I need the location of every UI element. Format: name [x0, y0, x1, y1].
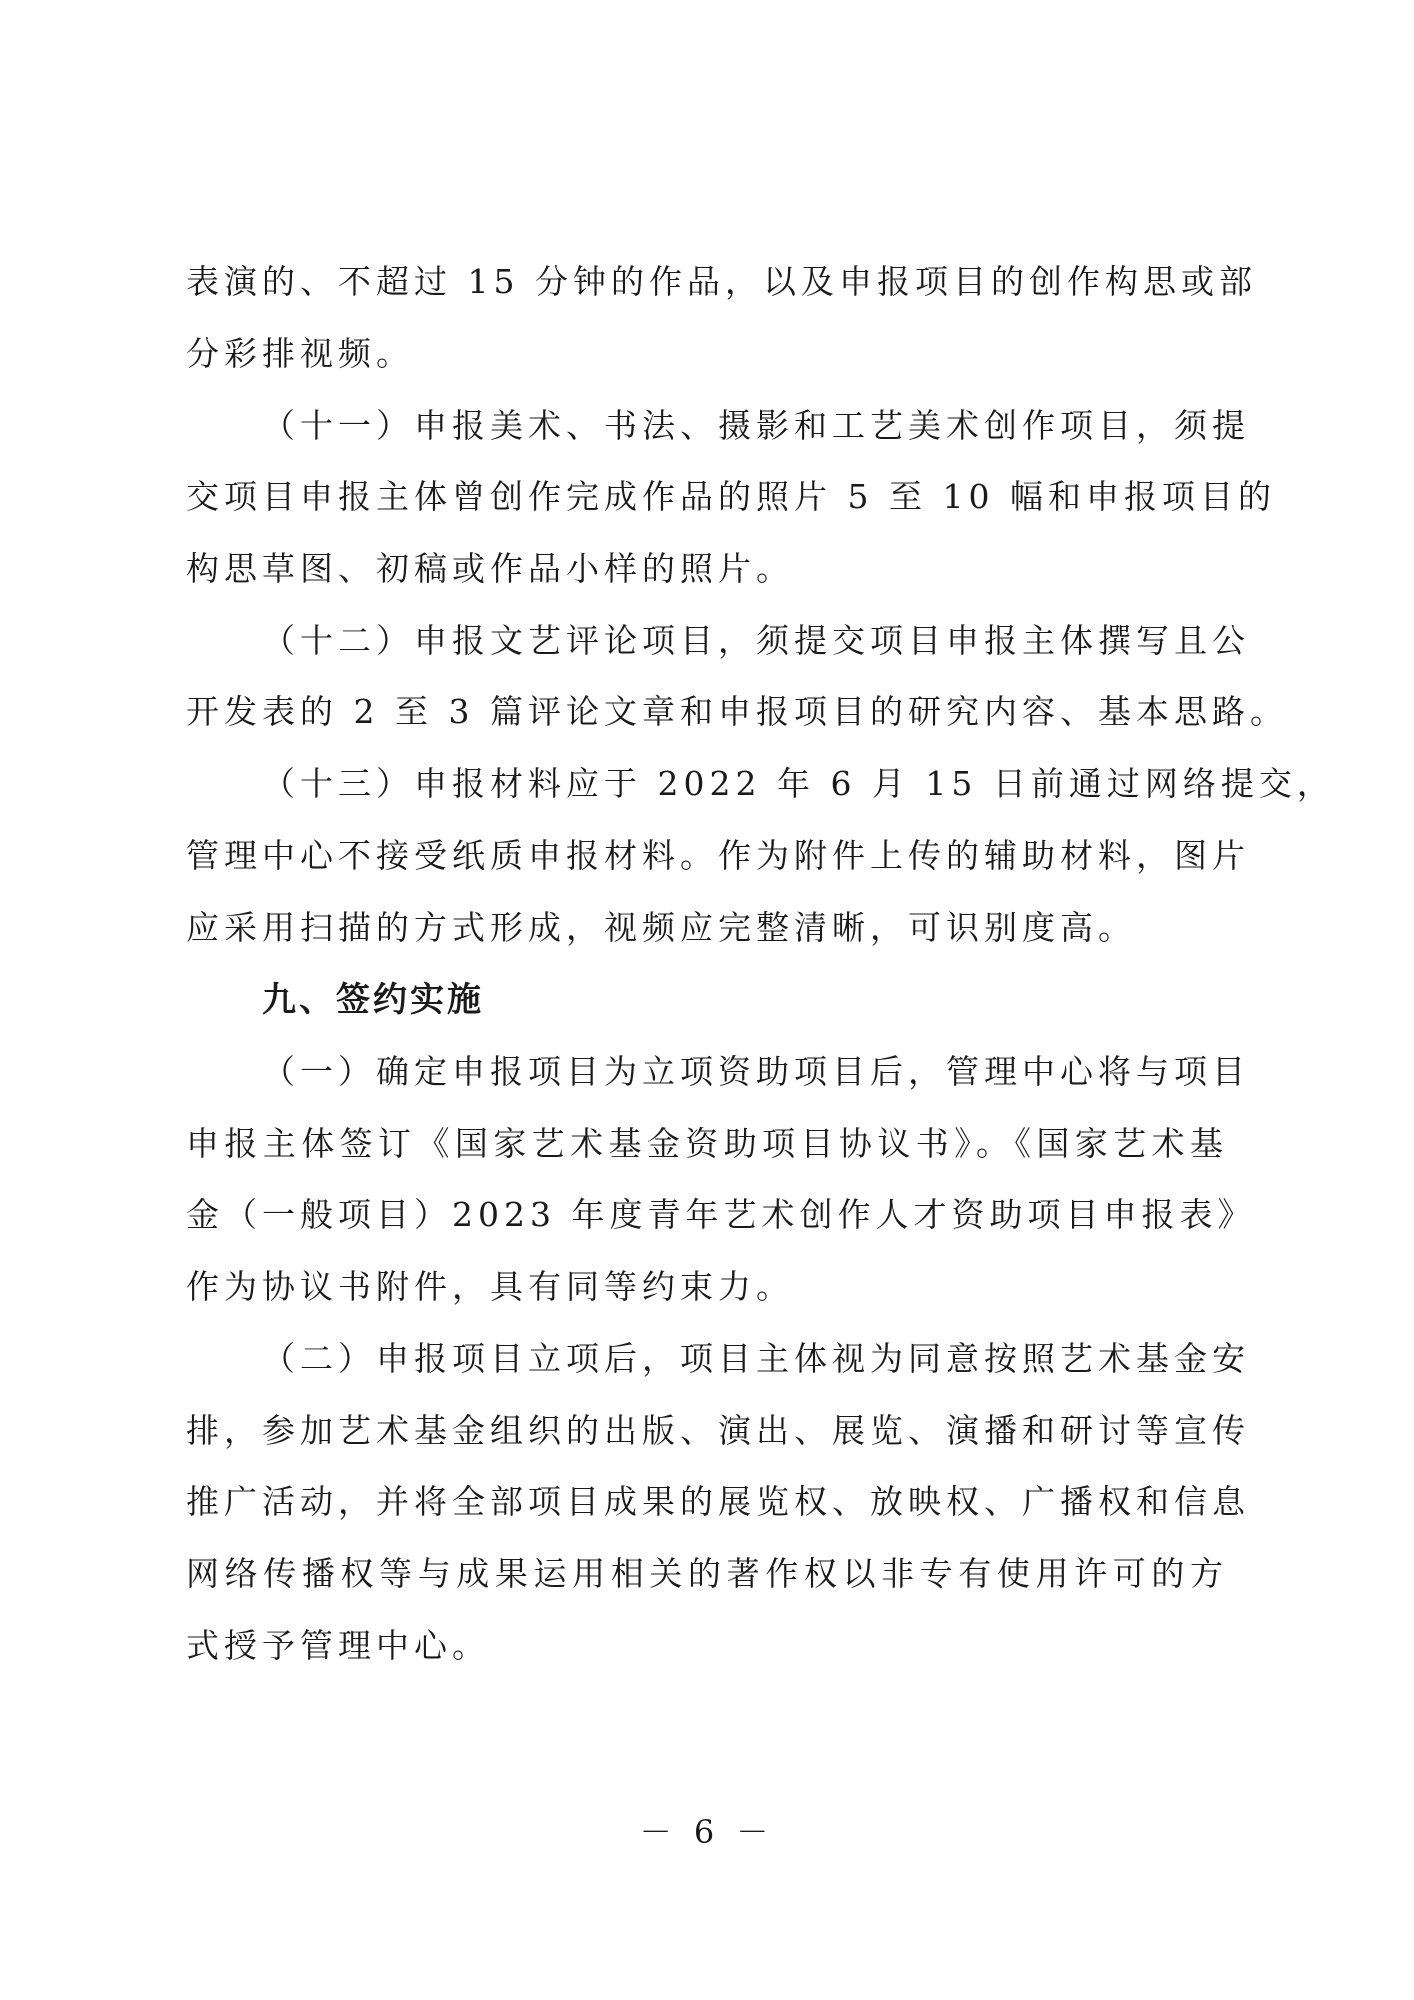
- body-line-1: 表演的、不超过 15 分钟的作品，以及申报项目的创作构思或部: [186, 262, 1257, 301]
- sub-2-line-3: 推广活动，并将全部项目成果的展览权、放映权、广播权和信息: [186, 1482, 1250, 1521]
- page-number: － 6 －: [639, 1813, 775, 1851]
- sub-2-line-1: （二）申报项目立项后，项目主体视为同意按照艺术基金安: [262, 1339, 1250, 1378]
- item-13-line-3: 应采用扫描的方式形成，视频应完整清晰，可识别度高。: [186, 908, 1136, 947]
- item-12-line-2: 开发表的 2 至 3 篇评论文章和申报项目的研究内容、基本思路。: [186, 692, 1288, 731]
- item-12-line-1: （十二）申报文艺评论项目，须提交项目申报主体撰写且公: [262, 621, 1250, 660]
- sub-1-line-2: 申报主体签订《国家艺术基金资助项目协议书》。《国家艺术基: [186, 1124, 1228, 1163]
- sub-1-line-1: （一）确定申报项目为立项资助项目后，管理中心将与项目: [262, 1052, 1250, 1091]
- item-13-line-2: 管理中心不接受纸质申报材料。作为附件上传的辅助材料，图片: [186, 836, 1250, 875]
- sub-2-line-2: 排，参加艺术基金组织的出版、演出、展览、演播和研讨等宣传: [186, 1411, 1250, 1450]
- item-11-line-1: （十一）申报美术、书法、摄影和工艺美术创作项目，须提: [262, 406, 1250, 445]
- item-11-line-2: 交项目申报主体曾创作完成作品的照片 5 至 10 幅和申报项目的: [186, 477, 1276, 516]
- sub-2-line-5: 式授予管理中心。: [186, 1626, 490, 1665]
- sub-1-line-3: 金（一般项目）2023 年度青年艺术创作人才资助项目申报表》: [186, 1195, 1256, 1234]
- sub-1-line-4: 作为协议书附件，具有同等约束力。: [186, 1267, 794, 1306]
- sub-2-line-4: 网络传播权等与成果运用相关的著作权以非专有使用许可的方: [186, 1554, 1228, 1593]
- item-13-line-1: （十三）申报材料应于 2022 年 6 月 15 日前通过网络提交，: [262, 764, 1335, 803]
- item-11-line-3: 构思草图、初稿或作品小样的照片。: [186, 549, 794, 588]
- body-line-2: 分彩排视频。: [186, 334, 414, 373]
- section-heading-9: 九、签约实施: [262, 980, 484, 1020]
